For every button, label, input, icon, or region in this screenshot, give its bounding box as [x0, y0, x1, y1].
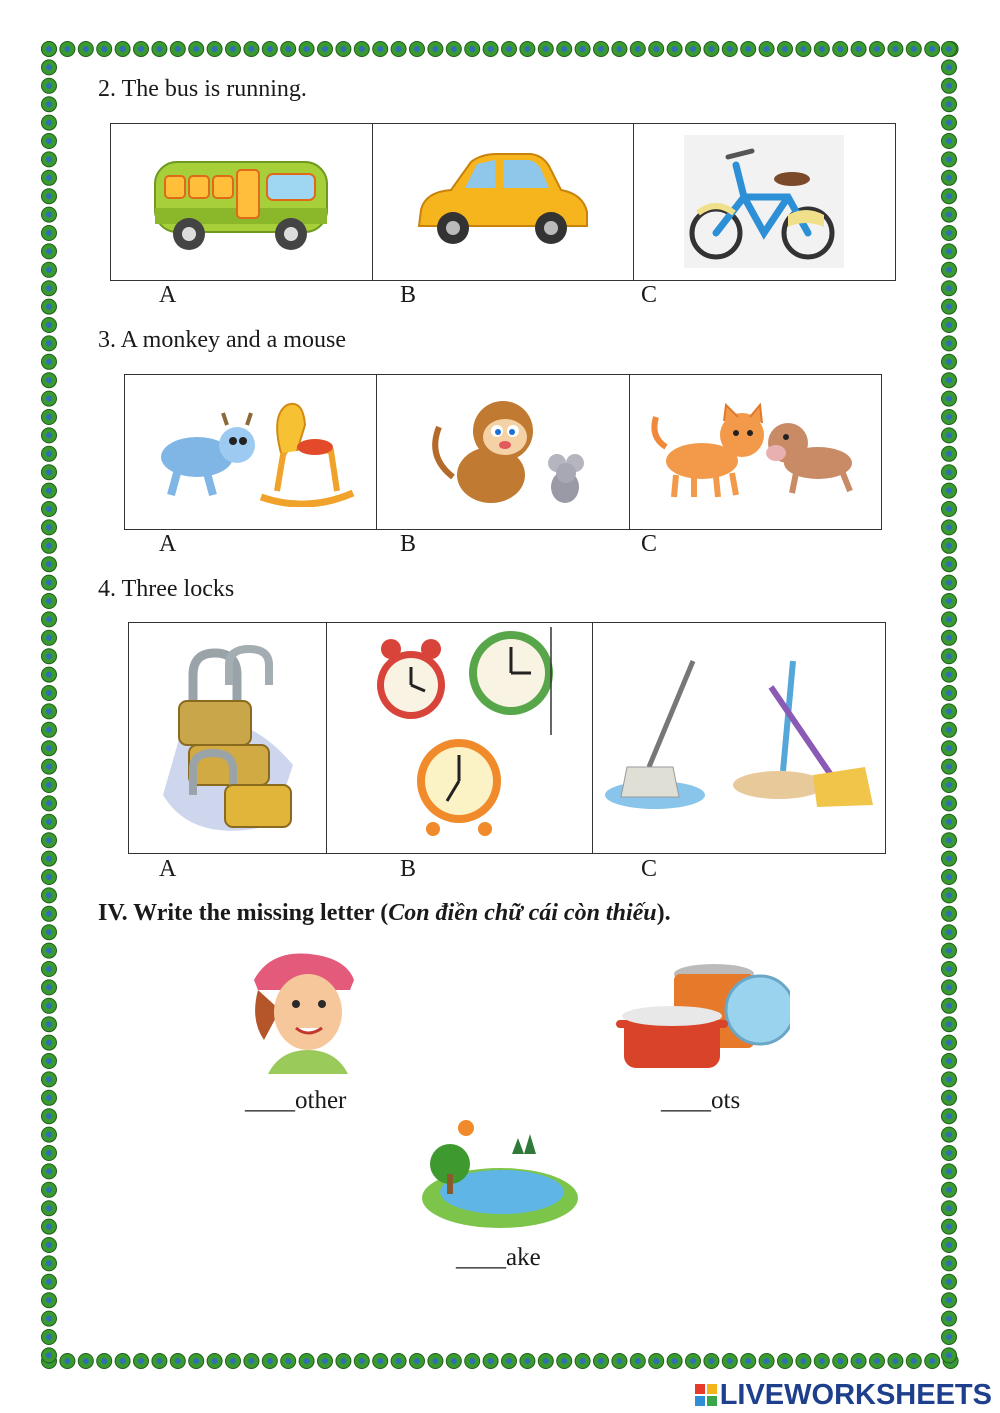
border-ornament-center: [64, 1358, 70, 1364]
border-ornament-center: [580, 1358, 586, 1364]
section-title-end: ).: [656, 900, 671, 926]
border-ornament-center: [193, 46, 199, 52]
border-ornament-center: [929, 1358, 935, 1364]
border-ornament-center: [506, 1358, 512, 1364]
border-ornament-center: [946, 1095, 952, 1101]
border-ornament-center: [488, 1358, 494, 1364]
border-ornament-center: [946, 138, 952, 144]
border-ornament-center: [837, 46, 843, 52]
border-ornament-center: [46, 653, 52, 659]
border-ornament-center: [46, 690, 52, 696]
border-ornament-center: [46, 837, 52, 843]
mother-image: [250, 950, 358, 1074]
border-ornament-center: [946, 469, 952, 475]
option-b-cell[interactable]: [377, 375, 629, 529]
border-ornament-center: [946, 874, 952, 880]
border-ornament-center: [212, 46, 218, 52]
border-ornament-center: [46, 782, 52, 788]
border-ornament-center: [248, 46, 254, 52]
border-ornament-center: [946, 819, 952, 825]
border-ornament-center: [46, 1224, 52, 1230]
border-ornament-center: [46, 340, 52, 346]
border-ornament-center: [120, 46, 126, 52]
border-ornament-center: [340, 46, 346, 52]
question-2-text: 2. The bus is running.: [98, 76, 307, 102]
border-ornament-center: [46, 1297, 52, 1303]
border-ornament-center: [359, 1358, 365, 1364]
border-ornament-center: [46, 322, 52, 328]
border-ornament-center: [892, 1358, 898, 1364]
border-ornament-center: [46, 1113, 52, 1119]
border-ornament-center: [946, 1242, 952, 1248]
border-ornament-center: [911, 1358, 917, 1364]
border-ornament-center: [946, 1076, 952, 1082]
border-ornament-center: [469, 46, 475, 52]
border-ornament-center: [46, 819, 52, 825]
border-ornament-center: [46, 800, 52, 806]
border-ornament-center: [782, 46, 788, 52]
border-ornament-center: [46, 580, 52, 586]
border-ornament-center: [267, 46, 273, 52]
liveworksheets-logo[interactable]: [695, 1379, 992, 1412]
border-ornament-center: [46, 524, 52, 530]
border-ornament-center: [946, 672, 952, 678]
border-ornament-center: [672, 46, 678, 52]
border-ornament-center: [635, 46, 641, 52]
word-pots[interactable]: ____ots: [661, 1087, 741, 1114]
border-ornament-center: [892, 46, 898, 52]
border-ornament-center: [946, 1003, 952, 1009]
border-ornament-center: [46, 83, 52, 89]
border-ornament-center: [46, 414, 52, 420]
border-ornament-center: [120, 1358, 126, 1364]
border-ornament-center: [856, 46, 862, 52]
border-ornament-center: [138, 1358, 144, 1364]
border-ornament-center: [946, 837, 952, 843]
border-ornament-center: [46, 561, 52, 567]
section-title-start: IV. Write the missing letter (: [98, 900, 389, 926]
border-ornament-center: [396, 1358, 402, 1364]
word-lake[interactable]: ____ake: [456, 1244, 541, 1271]
option-label-a: A: [159, 282, 177, 308]
lake-image: [420, 1118, 580, 1230]
border-ornament-center: [946, 377, 952, 383]
border-ornament-center: [946, 451, 952, 457]
border-ornament-center: [46, 929, 52, 935]
option-label-c: C: [641, 856, 658, 882]
border-ornament-center: [230, 46, 236, 52]
border-ornament-center: [46, 708, 52, 714]
border-ornament-center: [432, 46, 438, 52]
border-ornament-center: [946, 929, 952, 935]
mops-image: [603, 657, 875, 817]
border-ornament-center: [524, 46, 530, 52]
border-ornament-center: [396, 46, 402, 52]
border-ornament-center: [46, 451, 52, 457]
border-ornament-center: [946, 782, 952, 788]
border-ornament-center: [46, 359, 52, 365]
border-ornament-center: [946, 524, 952, 530]
border-ornament-center: [946, 1297, 952, 1303]
option-c-cell[interactable]: [634, 124, 895, 280]
border-ornament-center: [745, 1358, 751, 1364]
border-ornament-center: [946, 727, 952, 733]
option-a-cell[interactable]: [125, 375, 377, 529]
border-ornament-center: [46, 1279, 52, 1285]
border-ornament-center: [946, 1058, 952, 1064]
border-ornament-center: [46, 616, 52, 622]
bus-image: [149, 148, 333, 258]
border-ornament-center: [83, 1358, 89, 1364]
border-ornament-center: [46, 193, 52, 199]
border-ornament-center: [46, 1095, 52, 1101]
border-ornament-center: [46, 598, 52, 604]
border-ornament-center: [46, 230, 52, 236]
border-ornament-center: [946, 653, 952, 659]
border-ornament-center: [46, 672, 52, 678]
border-ornament-center: [156, 1358, 162, 1364]
border-ornament-center: [727, 1358, 733, 1364]
border-ornament-center: [414, 46, 420, 52]
border-ornament-center: [175, 46, 181, 52]
border-ornament-center: [946, 1113, 952, 1119]
option-label-b: B: [400, 531, 417, 557]
border-ornament-center: [64, 46, 70, 52]
border-ornament-center: [101, 1358, 107, 1364]
border-ornament-center: [488, 46, 494, 52]
border-ornament-center: [46, 874, 52, 880]
border-ornament-center: [212, 1358, 218, 1364]
border-ornament-center: [46, 396, 52, 402]
border-ornament-center: [672, 1358, 678, 1364]
pots-image: [614, 960, 790, 1072]
border-ornament-center: [946, 64, 952, 70]
border-ornament-center: [764, 1358, 770, 1364]
border-ornament-center: [46, 1021, 52, 1027]
border-ornament-center: [46, 1003, 52, 1009]
border-ornament-center: [856, 1358, 862, 1364]
border-ornament-center: [727, 46, 733, 52]
border-ornament-center: [359, 46, 365, 52]
border-ornament-center: [946, 175, 952, 181]
border-ornament-center: [304, 46, 310, 52]
border-ornament-center: [285, 46, 291, 52]
bottom-border: [40, 1352, 960, 1370]
border-ornament-center: [598, 1358, 604, 1364]
border-ornament-center: [46, 488, 52, 494]
border-ornament-center: [46, 1205, 52, 1211]
border-ornament-center: [230, 1358, 236, 1364]
border-ornament-center: [837, 1358, 843, 1364]
border-ornament-center: [46, 948, 52, 954]
border-ornament-center: [946, 708, 952, 714]
border-ornament-center: [946, 1260, 952, 1266]
car-image: [411, 150, 591, 254]
border-ornament-center: [946, 432, 952, 438]
border-ornament-center: [946, 267, 952, 273]
border-ornament-center: [46, 856, 52, 862]
border-ornament-center: [46, 727, 52, 733]
border-ornament-center: [248, 1358, 254, 1364]
monkey-and-mouse-image: [423, 397, 593, 511]
border-ornament-center: [946, 800, 952, 806]
border-ornament-center: [451, 1358, 457, 1364]
border-ornament-center: [598, 46, 604, 52]
border-ornament-center: [46, 1316, 52, 1322]
border-ornament-center: [800, 46, 806, 52]
border-ornament-center: [46, 156, 52, 162]
right-border: [940, 40, 958, 1370]
border-ornament-center: [946, 1040, 952, 1046]
option-a-cell[interactable]: [129, 623, 327, 853]
border-ornament-center: [946, 856, 952, 862]
border-ornament-center: [946, 101, 952, 107]
border-ornament-center: [946, 46, 952, 52]
border-ornament-center: [946, 120, 952, 126]
border-ornament-center: [46, 1242, 52, 1248]
border-ornament-center: [46, 138, 52, 144]
border-ornament-center: [946, 1279, 952, 1285]
border-ornament-center: [46, 120, 52, 126]
border-ornament-center: [46, 984, 52, 990]
border-ornament-center: [561, 1358, 567, 1364]
bicycle-image: [684, 135, 844, 268]
question-4-text: 4. Three locks: [98, 576, 235, 602]
border-ornament-center: [929, 46, 935, 52]
border-ornament-center: [946, 966, 952, 972]
border-ornament-center: [946, 359, 952, 365]
border-ornament-center: [46, 966, 52, 972]
option-label-a: A: [159, 531, 177, 557]
border-ornament-center: [175, 1358, 181, 1364]
border-ornament-center: [946, 892, 952, 898]
border-ornament-center: [946, 340, 952, 346]
border-ornament-center: [690, 1358, 696, 1364]
border-ornament-center: [580, 46, 586, 52]
border-ornament-center: [819, 1358, 825, 1364]
border-ornament-center: [946, 488, 952, 494]
border-ornament-center: [782, 1358, 788, 1364]
border-ornament-center: [46, 892, 52, 898]
section-title-italic: Con điền chữ cái còn thiếu: [388, 900, 657, 926]
border-ornament-center: [432, 1358, 438, 1364]
border-ornament-center: [46, 1260, 52, 1266]
border-ornament-center: [451, 46, 457, 52]
border-ornament-center: [46, 1352, 52, 1358]
border-ornament-center: [46, 506, 52, 512]
border-ornament-center: [874, 46, 880, 52]
cat-and-dog-image: [646, 397, 870, 501]
border-ornament-center: [616, 1358, 622, 1364]
border-ornament-center: [101, 46, 107, 52]
border-ornament-center: [46, 1058, 52, 1064]
border-ornament-center: [946, 1334, 952, 1340]
option-label-c: C: [641, 282, 658, 308]
question-4-options-table: [128, 622, 886, 854]
border-ornament-center: [267, 1358, 273, 1364]
question-2-options-table: [110, 123, 896, 281]
top-border: [40, 40, 960, 58]
option-c-cell[interactable]: [593, 623, 885, 853]
border-ornament-center: [506, 46, 512, 52]
border-ornament-center: [946, 690, 952, 696]
border-ornament-center: [46, 212, 52, 218]
question-3-text: 3. A monkey and a mouse: [98, 327, 346, 353]
border-ornament-center: [46, 64, 52, 70]
border-ornament-center: [46, 175, 52, 181]
border-ornament-center: [946, 1316, 952, 1322]
border-ornament-center: [708, 46, 714, 52]
border-ornament-center: [46, 543, 52, 549]
locks-image: [153, 645, 303, 835]
border-ornament-center: [708, 1358, 714, 1364]
option-label-b: B: [400, 282, 417, 308]
border-ornament-center: [46, 1040, 52, 1046]
border-ornament-center: [543, 1358, 549, 1364]
border-ornament-center: [946, 230, 952, 236]
liveworksheets-logo-icon: [695, 1384, 717, 1406]
border-ornament-center: [46, 745, 52, 751]
option-a-cell[interactable]: [111, 124, 373, 280]
border-ornament-center: [193, 1358, 199, 1364]
border-ornament-center: [377, 1358, 383, 1364]
border-ornament-center: [46, 304, 52, 310]
word-mother[interactable]: ____other: [245, 1087, 347, 1114]
border-ornament-center: [911, 46, 917, 52]
border-ornament-center: [946, 1224, 952, 1230]
border-ornament-center: [46, 101, 52, 107]
border-ornament-center: [156, 46, 162, 52]
border-ornament-center: [946, 1021, 952, 1027]
border-ornament-center: [946, 984, 952, 990]
border-ornament-center: [819, 46, 825, 52]
border-ornament-center: [46, 285, 52, 291]
border-ornament-center: [340, 1358, 346, 1364]
border-ornament-center: [946, 1150, 952, 1156]
border-ornament-center: [46, 1132, 52, 1138]
border-ornament-center: [304, 1358, 310, 1364]
border-ornament-center: [616, 46, 622, 52]
border-ornament-center: [46, 1076, 52, 1082]
border-ornament-center: [946, 304, 952, 310]
border-ornament-center: [946, 745, 952, 751]
border-ornament-center: [46, 377, 52, 383]
border-ornament-center: [946, 911, 952, 917]
border-ornament-center: [46, 1334, 52, 1340]
border-ornament-center: [946, 322, 952, 328]
option-label-b: B: [400, 856, 417, 882]
border-ornament-center: [946, 193, 952, 199]
clocks-image: [367, 625, 557, 847]
border-ornament-center: [543, 46, 549, 52]
border-ornament-center: [946, 948, 952, 954]
border-ornament-center: [46, 635, 52, 641]
border-ornament-center: [46, 1168, 52, 1174]
border-ornament-center: [46, 911, 52, 917]
border-ornament-center: [946, 396, 952, 402]
border-ornament-center: [764, 46, 770, 52]
border-ornament-center: [946, 248, 952, 254]
border-ornament-center: [946, 212, 952, 218]
border-ornament-center: [46, 764, 52, 770]
option-b-cell[interactable]: [327, 623, 593, 853]
option-label-c: C: [641, 531, 658, 557]
border-ornament-center: [946, 561, 952, 567]
option-label-a: A: [159, 856, 177, 882]
border-ornament-center: [653, 1358, 659, 1364]
border-ornament-center: [653, 46, 659, 52]
border-ornament-center: [635, 1358, 641, 1364]
border-ornament-center: [414, 1358, 420, 1364]
left-border: [40, 40, 58, 1370]
border-ornament-center: [561, 46, 567, 52]
border-ornament-center: [946, 598, 952, 604]
border-ornament-center: [946, 83, 952, 89]
border-ornament-center: [138, 46, 144, 52]
border-ornament-center: [946, 543, 952, 549]
border-ornament-center: [946, 635, 952, 641]
question-3-options-table: [124, 374, 882, 530]
border-ornament-center: [46, 1187, 52, 1193]
option-c-cell[interactable]: [630, 375, 881, 529]
border-ornament-center: [874, 1358, 880, 1364]
border-ornament-center: [322, 46, 328, 52]
border-ornament-center: [46, 46, 52, 52]
border-ornament-center: [946, 414, 952, 420]
border-ornament-center: [745, 46, 751, 52]
border-ornament-center: [285, 1358, 291, 1364]
section-iv-title: [98, 900, 671, 927]
border-ornament-center: [322, 1358, 328, 1364]
border-ornament-center: [690, 46, 696, 52]
border-ornament-center: [83, 46, 89, 52]
liveworksheets-logo-text: LIVEWORKSHEETS: [719, 1379, 992, 1411]
border-ornament-center: [946, 506, 952, 512]
border-ornament-center: [946, 1352, 952, 1358]
border-ornament-center: [377, 46, 383, 52]
border-ornament-center: [469, 1358, 475, 1364]
border-ornament-center: [946, 1205, 952, 1211]
border-ornament-center: [946, 1132, 952, 1138]
option-b-cell[interactable]: [373, 124, 635, 280]
border-ornament-center: [46, 248, 52, 254]
border-ornament-center: [800, 1358, 806, 1364]
border-ornament-center: [946, 616, 952, 622]
goat-and-rocking-horse-image: [147, 395, 357, 507]
border-ornament-center: [46, 469, 52, 475]
border-ornament-center: [946, 764, 952, 770]
border-ornament-center: [46, 432, 52, 438]
border-ornament-center: [46, 267, 52, 273]
border-ornament-center: [946, 1187, 952, 1193]
border-ornament-center: [46, 1150, 52, 1156]
border-ornament-center: [524, 1358, 530, 1364]
border-ornament-center: [946, 156, 952, 162]
border-ornament-center: [946, 285, 952, 291]
border-ornament-center: [946, 580, 952, 586]
border-ornament-center: [946, 1168, 952, 1174]
